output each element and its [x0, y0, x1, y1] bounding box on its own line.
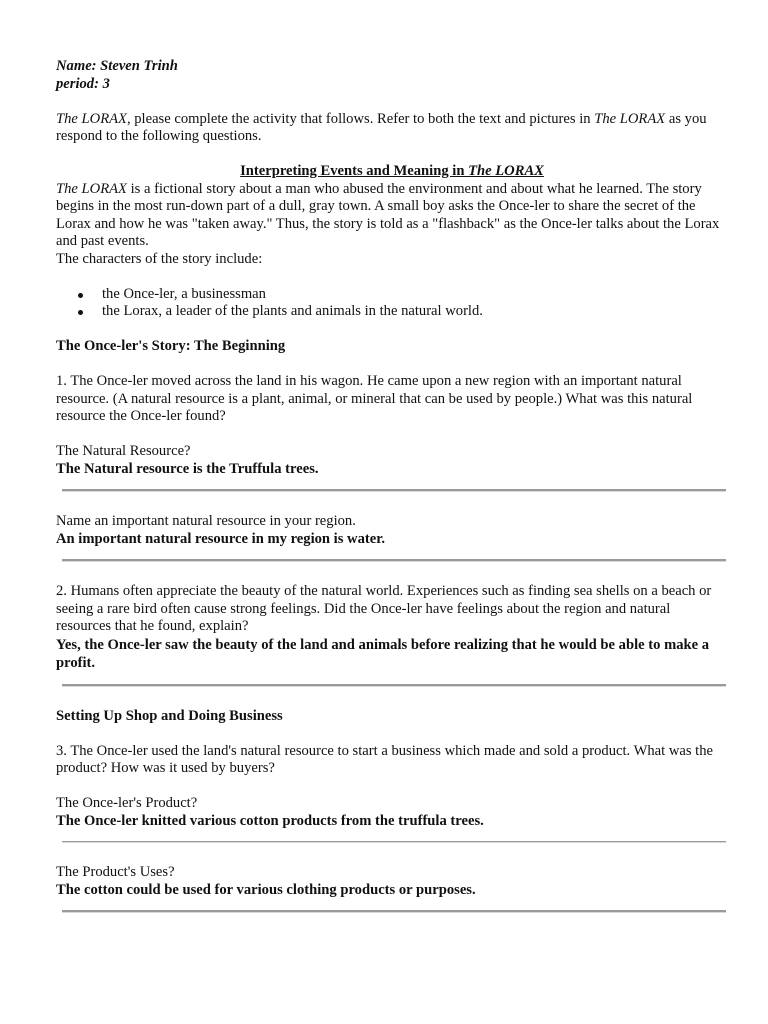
story-summary-text: is a fictional story about a man who abused the environment and about what he learned. The story begins in the most run-down part of a dull, gray town. A small boy asks the Once-ler to share the secret of the Lorax and how he was "taken away." Thus, the story is told as a "flashback" as the Once-ler talks about the Lorax and past events. — [56, 180, 720, 249]
bullet-icon — [78, 310, 83, 315]
divider — [62, 841, 726, 843]
instructions-text-1: , please complete the activity that follows. Refer to both the text and pictures in — [126, 110, 595, 127]
divider — [62, 559, 726, 562]
divider — [62, 684, 726, 687]
answer-3b: The cotton could be used for various clothing products or purposes. — [56, 881, 476, 898]
section-heading: Interpreting Events and Meaning in The LORAX — [240, 163, 544, 179]
part2-heading: Setting Up Shop and Doing Business — [56, 707, 283, 724]
question-1b-prompt: Name an important natural resource in your region. — [56, 513, 356, 529]
answer-1a: The Natural resource is the Truffula trees. — [56, 460, 319, 477]
characters-list — [56, 286, 728, 321]
book-title: The LORAX — [56, 110, 127, 127]
list-item: the Lorax, a leader of the plants and animals in the natural world. — [102, 303, 728, 321]
question-1a-prompt: The Natural Resource? — [56, 443, 191, 459]
divider — [62, 910, 726, 913]
question-1: 1. The Once-ler moved across the land in his wagon. He came upon a new region with an important natural resource. (A natural resource is a plant, animal, or mineral that can be used by people.) What was this natural resource the Once-ler found? — [56, 373, 693, 424]
question-3a-prompt: The Once-ler's Product? — [56, 795, 198, 811]
question-3: 3. The Once-ler used the land's natural resource to start a business which made and sold a product. What was the product? How was it used by buyers? — [56, 742, 713, 776]
instructions-text-2: as you respond to the following questions. — [56, 110, 707, 144]
bullet-icon — [78, 293, 83, 298]
answer-3a: The Once-ler knitted various cotton products from the truffula trees. — [56, 812, 484, 829]
part1-heading: The Once-ler's Story: The Beginning — [56, 338, 286, 354]
book-title: The LORAX — [56, 180, 127, 197]
question-3b-prompt: The Product's Uses? — [56, 864, 175, 880]
answer-1b: An important natural resource in my region is water. — [56, 530, 386, 547]
question-2: 2. Humans often appreciate the beauty of the natural world. Experiences such as finding sea shells on a beach or seeing a rare bird often cause strong feelings. Did the Once-ler have feelings about the region and natural resources that he found, explain? — [56, 583, 712, 634]
list-item: the Once-ler, a businessman — [102, 286, 728, 304]
book-title: The LORAX — [594, 110, 666, 127]
characters-intro: The characters of the story include: — [56, 250, 263, 267]
section-heading-title: The LORAX — [468, 163, 544, 179]
worksheet-page — [56, 58, 728, 934]
story-summary — [56, 181, 728, 251]
instructions — [56, 111, 728, 146]
divider — [62, 489, 726, 492]
answer-2: Yes, the Once-ler saw the beauty of the land and animals before realizing that he would be able to make a profit. — [56, 636, 710, 671]
student-name: Name: Steven Trinh — [56, 58, 178, 74]
student-period: period: 3 — [56, 75, 110, 92]
